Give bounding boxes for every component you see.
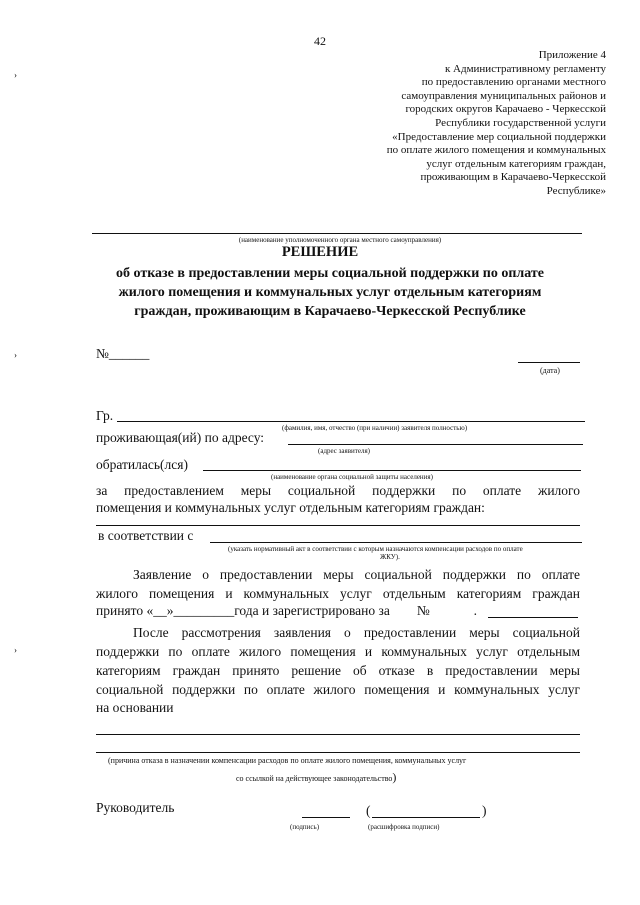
decoding-open-paren: ( — [366, 803, 371, 818]
reason-line — [96, 734, 580, 735]
purpose-line: помещения и коммунальных услуг отдельным категориям граждан: — [96, 500, 485, 515]
statement-line: Заявление о предоставлении меры социальной поддержки по оплате — [133, 567, 580, 582]
head-label: Руководитель — [96, 800, 175, 815]
purpose-blank-line — [96, 525, 580, 526]
appendix-line: к Административному регламенту — [444, 62, 606, 75]
margin-mark: › — [14, 70, 17, 80]
address-label: проживающая(ий) по адресу: — [96, 430, 265, 445]
authority-line — [92, 233, 582, 234]
citizen-label: Гр. — [96, 408, 114, 423]
subtitle-line: жилого помещения и коммунальных услуг отдельным категориям — [118, 285, 542, 300]
appendix-line: проживающим в Карачаево-Черкесской — [420, 171, 606, 184]
decoding-caption: (расшифровка подписи) — [368, 823, 440, 831]
appendix-line: по оплате жилого помещения и коммунальных — [386, 144, 606, 157]
applied-line — [203, 470, 581, 471]
reason-caption — [236, 770, 396, 785]
decision-line: категориям граждан принято решение об отказе в предоставлении меры — [96, 663, 580, 678]
reason-caption-text: со ссылкой на действующее законодательство — [236, 774, 393, 783]
document-subtitle — [100, 264, 560, 321]
statement-line: принято «__»_________года и зарегистрировано за № . — [96, 603, 477, 618]
accordance-line — [210, 542, 582, 543]
purpose-line: за предоставлением меры социальной поддержки по оплате жилого — [96, 483, 580, 498]
accordance-label: в соответствии с — [98, 528, 194, 543]
reason-line — [96, 752, 580, 753]
appendix-line: услуг отдельным категориям граждан, — [426, 157, 606, 170]
statement-line: жилого помещения и коммунальных услуг отдельным категориям граждан — [96, 586, 580, 601]
citizen-line — [117, 421, 585, 422]
appendix-line: городских округов Карачаево - Черкесской — [405, 103, 606, 116]
appendix-line: «Предоставление мер социальной поддержки — [392, 130, 606, 143]
address-caption: (адрес заявителя) — [318, 447, 370, 455]
address-line — [288, 444, 583, 445]
document-title: РЕШЕНИЕ — [281, 244, 359, 260]
accordance-caption: (указать нормативный акт в соответствии с которым назначаются компенсации расходов по оплате — [228, 545, 523, 553]
appendix-line: Приложение 4 — [538, 49, 606, 61]
reason-caption-paren: ) — [392, 770, 397, 784]
appendix-line: Республике» — [546, 184, 606, 197]
applied-caption: (наименование органа социальной защиты населения) — [271, 473, 433, 481]
appendix-line: по предоставлению органами местного — [421, 76, 606, 89]
decision-line: После рассмотрения заявления о предоставлении меры социальной — [133, 625, 580, 640]
decision-number: №______ — [96, 346, 150, 361]
decision-line: на основании — [96, 700, 174, 715]
signature-line — [302, 817, 350, 818]
subtitle-line: об отказе в предоставлении меры социальной поддержки по оплате — [116, 266, 544, 281]
subtitle-line: граждан, проживающим в Карачаево-Черкесской Республике — [134, 304, 526, 319]
decoding-line — [372, 817, 480, 818]
reason-caption: (причина отказа в назначении компенсации расходов по оплате жилого помещения, коммунальных услуг — [108, 756, 467, 765]
decision-line: социальной поддержки по оплате жилого помещения и коммунальных услуг — [96, 682, 580, 697]
applied-label: обратилась(лся) — [96, 457, 188, 472]
margin-mark: › — [14, 645, 17, 655]
appendix-line: Республики государственной услуги — [435, 116, 606, 129]
registration-number-line — [488, 617, 578, 618]
decoding-close-paren: ) — [482, 803, 487, 818]
decision-line: поддержки по оплате жилого помещения и коммунальных услуг отдельным — [96, 644, 580, 659]
authority-caption: (наименование уполномоченного органа местного самоуправления) — [238, 236, 442, 244]
margin-mark: › — [14, 350, 17, 360]
appendix-block — [326, 49, 606, 199]
signature-caption: (подпись) — [290, 823, 320, 831]
date-line — [518, 362, 580, 363]
appendix-line: самоуправления муниципальных районов и — [401, 89, 606, 102]
date-caption: (дата) — [540, 366, 560, 375]
page-number: 42 — [314, 34, 326, 48]
accordance-caption: ЖКУ). — [380, 553, 400, 561]
citizen-caption: (фамилия, имя, отчество (при наличии) заявителя полностью) — [282, 424, 468, 432]
